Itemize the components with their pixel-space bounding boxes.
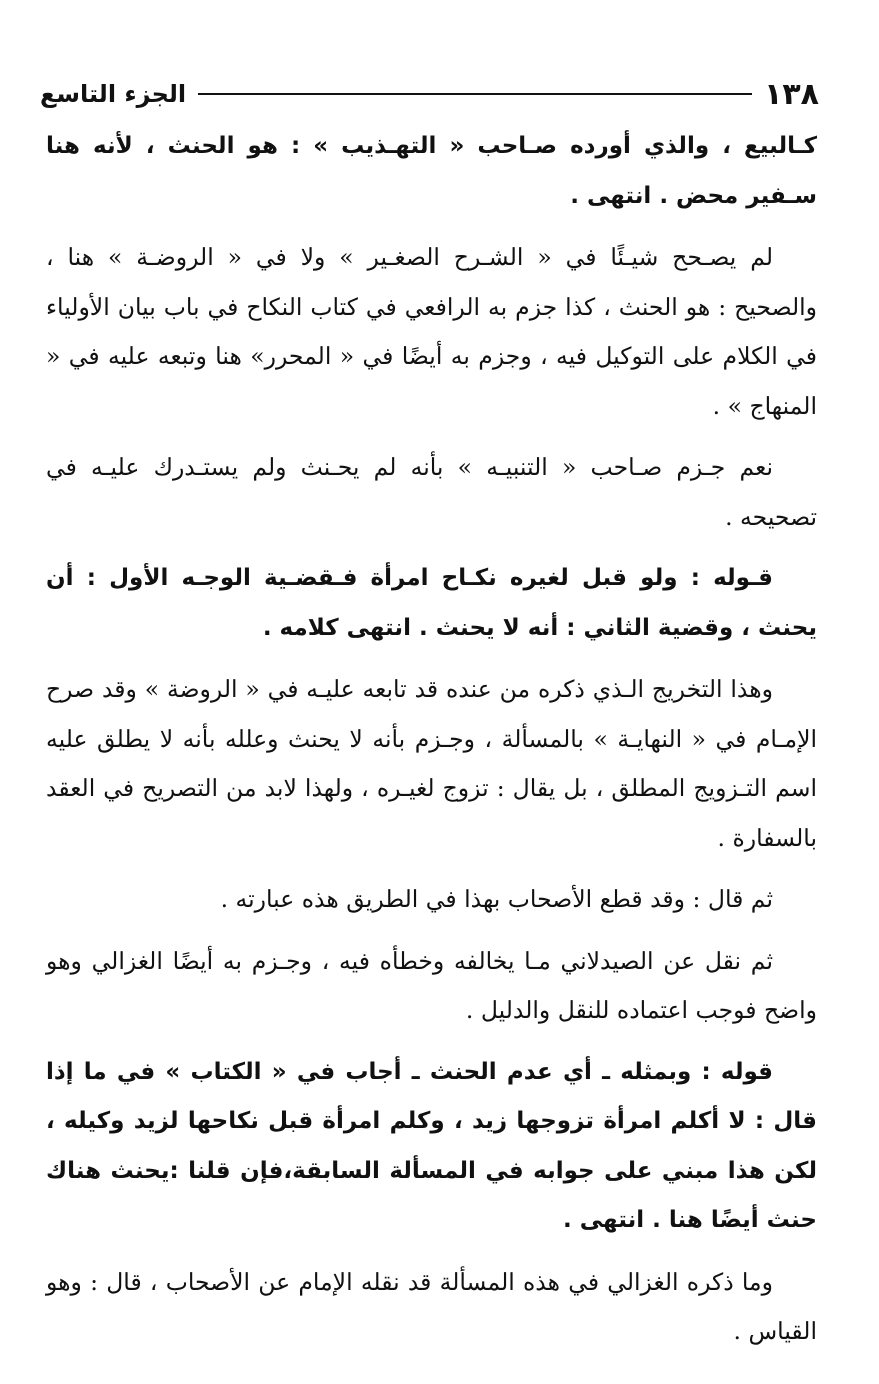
paragraph-1: كـالبيع ، والذي أورده صـاحب « التهـذيب » : هو الحنث ، لأنه هنا سـفير محض . انتهى . (46, 133, 817, 209)
volume-title: الجزء التاسع (40, 80, 187, 108)
paragraph-6: ثم قال : وقد قطع الأصحاب بهذا في الطريق هذه عبارته . (220, 885, 773, 913)
paragraph-7: ثم نقل عن الصيدلاني مـا يخالفه وخطأه فيه ، وجـزم به أيضًا الغزالي وهو واضح فوجب اعتماده للنقل والدليل . (46, 946, 817, 1024)
header-rule (198, 93, 752, 95)
paragraph-3: نعم جـزم صـاحب « التنبيـه » بأنه لم يحـنث ولم يستـدرك عليـه في تصحيحه . (46, 453, 817, 531)
paragraph-2: لم يصـحح شيـئًا في « الشـرح الصغـير » ولا في « الروضـة » هنا ، والصحيح : هو الحنث ، كذا جزم به الرافعي في كتاب النكاح في باب بيان الأولياء في الكلام على التوكيل فيه ، وجزم به أيضًا في « المحرر» هنا وتبعه عليه في « المنهاج » . (46, 243, 817, 420)
page-header (40, 74, 819, 114)
paragraph-5: وهذا التخريج الـذي ذكره من عنده قد تابعه عليـه في « الروضة » وقد صرح الإمـام في « النهايـة » بالمسألة ، وجـزم بأنه لا يحنث وعلله بأنه لا يطلق عليه اسم التـزويج المطلق ، بل يقال : تزوج لغيـره ، ولهذا لابد من التصريح في العقد بالسفارة . (46, 675, 817, 852)
page-body (46, 122, 817, 1369)
paragraph-9: وما ذكره الغزالي في هذه المسألة قد نقله الإمام عن الأصحاب ، قال : وهو القياس . (46, 1267, 817, 1345)
paragraph-8: قوله : وبمثله ـ أي عدم الحنث ـ أجاب في « الكتاب » في ما إذا قال : لا أكلم امرأة تزوجها زيد ، وكلم امرأة قبل نكاحها لزيد وكيله ، لكن هذا مبني على جوابه في المسألة السابقة،فإن قلنا :يحنث هناك حنث أيضًا هنا . انتهى . (46, 1058, 817, 1233)
paragraph-4: قـوله : ولو قبل لغيره نكـاح امرأة فـقضـية الوجـه الأول : أن يحنث ، وقضية الثاني : أنه لا يحنث . انتهى كلامه . (46, 565, 817, 641)
page-number: ١٣٨ (764, 76, 819, 112)
